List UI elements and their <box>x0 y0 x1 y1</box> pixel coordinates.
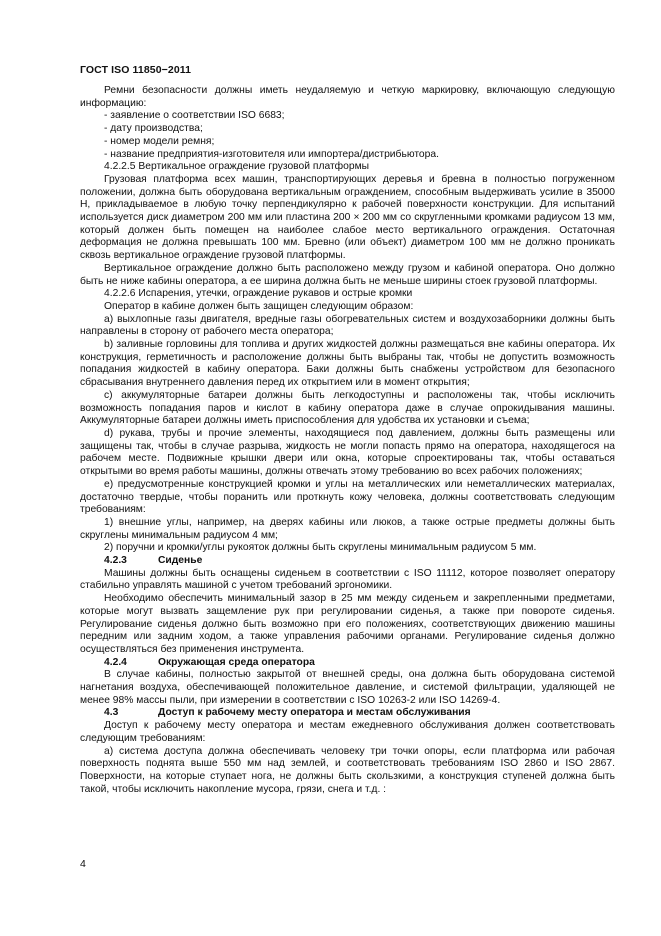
paragraph: Ремни безопасности должны иметь неудаляемую и четкую маркировку, включающую следующую информацию: <box>80 85 615 109</box>
paragraph: Машины должны быть оснащены сиденьем в соответствии с ISO 11112, которое позволяет оператору стабильно управлять машиной с учетом требований эргономики. <box>80 567 615 592</box>
section-heading <box>80 657 615 670</box>
list-item: - дату производства; <box>104 123 203 135</box>
list-item: - номер модели ремня; <box>104 135 215 147</box>
section-number: 4.3 <box>104 707 119 719</box>
paragraph: Грузовая платформа всех машин, транспортирующих деревья и бревна в полностью погруженном положении, должна быть оборудована вертикальным ограждением, способным выдерживать усилие в 35000 Н, прикладываемое в любую точку перпендикулярно к рабочей поверхности конструкции. Для испытаний используется диск диаметром 200 мм или пластина 200 × 200 мм со скругленными кромками радиусом 13 мм, который должен быть помещен на наиболее слабое место вертикального ограждения. Остаточная деформация не должна превышать 100 мм. Бревно (или объект) диаметром 100 мм не должно проникать сквозь вертикальное ограждение грузовой платформы. <box>80 173 615 262</box>
list-item: - заявление о соответствии ISO 6683; <box>104 110 285 122</box>
section-title: Окружающая среда оператора <box>158 656 315 668</box>
paragraph: b) заливные горловины для топлива и других жидкостей должны размещаться вне кабины оператора. Их конструкция, герметичность и расположение должны быть выбраны так, чтобы не допустить возможность попадания жидкостей в кабину оператора. Баки должны быть снабжены устройством для безопасного сбрасывания внутреннего давления перед их открытием или в момент открытия; <box>80 339 615 389</box>
list-item: 4.2.2.6 Испарения, утечки, ограждение рукавов и острые кромки <box>104 288 413 300</box>
paragraph: c) аккумуляторные батареи должны быть легкодоступны и расположены так, чтобы исключить возможность попадания паров и кислот в кабину оператора даже в случае опрокидывания машины. Аккумуляторные батареи должны иметь приспособления для удобства их установки и съема; <box>80 389 615 427</box>
document-header: ГОСТ ISO 11850−2011 <box>80 64 192 76</box>
paragraph: 2) поручни и кромки/углы рукояток должны быть скруглены минимальным радиусом 5 мм. <box>104 542 537 554</box>
paragraph: e) предусмотренные конструкцией кромки и углы на металлических или неметаллических материалах, достаточно твердые, чтобы поранить или проткнуть кожу человека, должны соответствовать следующим требованиям: <box>80 478 615 516</box>
page-number: 4 <box>80 858 86 870</box>
section-heading <box>80 555 615 568</box>
list-item: - название предприятия-изготовителя или импортера/дистрибьютора. <box>104 148 439 160</box>
paragraph: а) система доступа должна обеспечивать человеку три точки опоры, если платформа или рабочая поверхность поднята выше 550 мм над землей, и соответствовать требованиям ISO 2860 и ISO 2867. Поверхности, на которые ступает нога, не должны быть скользкими, а конструкция ступеней должна быть такой, чтобы исключить накопление мусора, грязи, снега и т.д. : <box>80 745 615 795</box>
document-body <box>80 85 615 796</box>
paragraph: d) рукава, трубы и прочие элементы, находящиеся под давлением, должны быть размещены или защищены так, чтобы в случае разрыва, жидкость не могли попасть прямо на оператора, находящегося на рабочем месте. Подвижные крышки двери или окна, которые спроектированы так, чтобы оставаться открытыми во время работы машины, должны отвечать этому требованию во всех рабочих положениях; <box>80 427 615 478</box>
list-item: 4.2.2.5 Вертикальное ограждение грузовой платформы <box>104 161 370 173</box>
paragraph: Необходимо обеспечить минимальный зазор в 25 мм между сиденьем и закрепленными предметами, которые могут вызвать защемление рук при регулировании сиденья, а также при повороте сиденья. Регулирование сиденья должно быть возможно при его положениях, соответствующих движению машины передним или задним ходом, а также управления рабочими органами. Регулирование сиденья должно осуществляться без применения инструмента. <box>80 593 615 655</box>
section-title: Сиденье <box>158 555 203 567</box>
section-title: Доступ к рабочему месту оператора и местам обслуживания <box>158 707 471 719</box>
section-number: 4.2.3 <box>104 555 127 567</box>
paragraph: В случае кабины, полностью закрытой от внешней среды, она должна быть оборудована системой нагнетания воздуха, обеспечивающей положительное давление, и системой фильтрации, удаляющей не менее 98% массы пыли, при измерении в соответствии с ISO 10263-2 или ISO 14269-4. <box>80 669 615 706</box>
section-number: 4.2.4 <box>104 656 127 668</box>
paragraph: Доступ к рабочему месту оператора и местам ежедневного обслуживания должен соответствовать следующим требованиям: <box>80 720 615 744</box>
paragraph: Вертикальное ограждение должно быть расположено между грузом и кабиной оператора. Оно должно быть не ниже кабины оператора, а ее ширина должна быть не меньше ширины стоек грузовой платформы. <box>80 262 615 287</box>
paragraph: 1) внешние углы, например, на дверях кабины или люков, а также острые предметы должны быть скруглены минимальным радиусом 4 мм; <box>80 516 615 541</box>
paragraph: а) выхлопные газы двигателя, вредные газы обогревательных систем и воздухозаборники должны быть направлены в сторону от рабочего места оператора; <box>80 313 615 338</box>
paragraph: Оператор в кабине должен быть защищен следующим образом: <box>104 300 414 312</box>
section-heading <box>80 707 615 720</box>
